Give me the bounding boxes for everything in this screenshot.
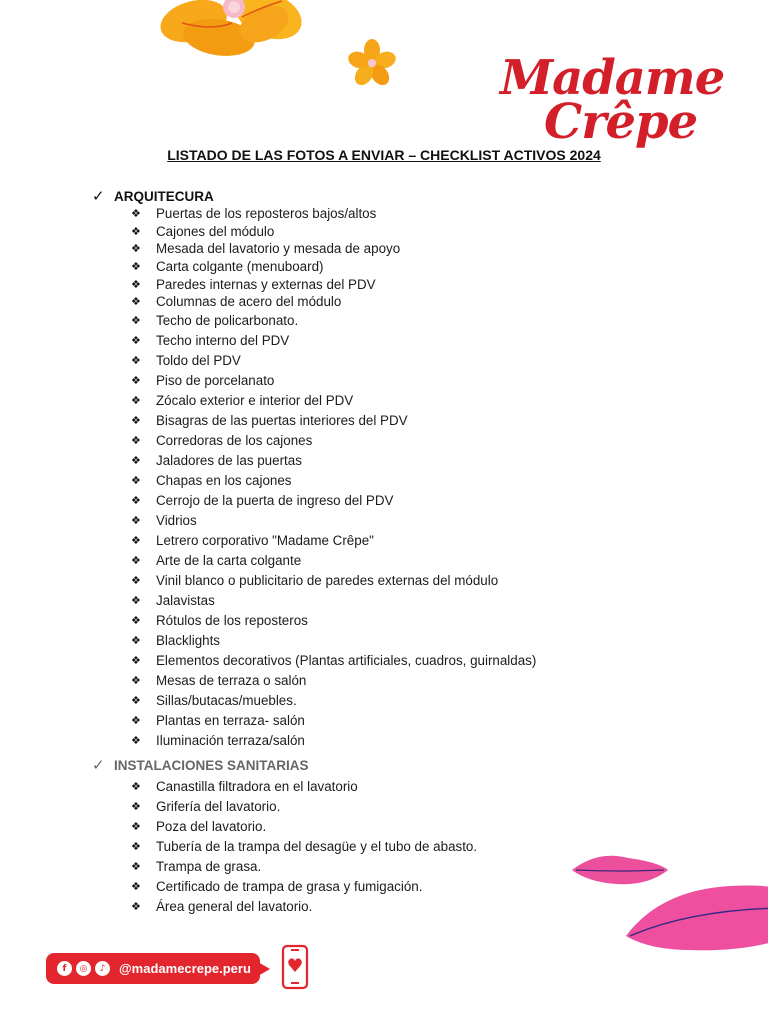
list-item bbox=[131, 776, 477, 796]
diamond-bullet-icon: ❖ bbox=[131, 475, 141, 488]
diamond-bullet-icon: ❖ bbox=[131, 860, 141, 873]
document-title: LISTADO DE LAS FOTOS A ENVIAR – CHECKLIST ACTIVOS 2024 bbox=[167, 147, 601, 163]
diamond-bullet-icon: ❖ bbox=[131, 395, 141, 408]
diamond-bullet-icon: ❖ bbox=[131, 515, 141, 528]
diamond-bullet-icon: ❖ bbox=[131, 800, 141, 813]
list-item bbox=[131, 391, 536, 411]
list-item bbox=[131, 351, 536, 371]
list-item-text: Columnas de acero del módulo bbox=[156, 294, 342, 310]
diamond-bullet-icon: ❖ bbox=[131, 375, 141, 388]
list-item-text: Zócalo exterior e interior del PDV bbox=[156, 393, 354, 409]
list-item-text: Corredoras de los cajones bbox=[156, 433, 313, 449]
logo-text-crepe: Crêpe bbox=[544, 94, 698, 150]
list-item bbox=[131, 651, 536, 671]
list-item-text: Techo de policarbonato. bbox=[156, 313, 299, 329]
list-item-text: Toldo del PDV bbox=[156, 353, 241, 369]
list-item-text: Blacklights bbox=[156, 633, 221, 649]
list-item bbox=[131, 205, 536, 223]
list-item bbox=[131, 371, 536, 391]
list-item bbox=[131, 816, 477, 836]
list-item-text: Arte de la carta colgante bbox=[156, 553, 302, 569]
list-item bbox=[131, 240, 536, 258]
section-title: INSTALACIONES SANITARIAS bbox=[114, 757, 309, 773]
list-item bbox=[131, 471, 536, 491]
diamond-bullet-icon: ❖ bbox=[131, 840, 141, 853]
list-item-text: Plantas en terraza- salón bbox=[156, 713, 305, 729]
diamond-bullet-icon: ❖ bbox=[131, 208, 141, 221]
diamond-bullet-icon: ❖ bbox=[131, 535, 141, 548]
instalaciones-sanitarias-list bbox=[131, 776, 477, 916]
list-item bbox=[131, 591, 536, 611]
list-item-text: Letrero corporativo "Madame Crêpe" bbox=[156, 533, 374, 549]
diamond-bullet-icon: ❖ bbox=[131, 243, 141, 256]
list-item bbox=[131, 451, 536, 471]
diamond-bullet-icon: ❖ bbox=[131, 335, 141, 348]
list-item bbox=[131, 836, 477, 856]
arquitectura-list bbox=[131, 205, 536, 751]
facebook-icon[interactable]: f bbox=[57, 961, 72, 976]
list-item-text: Grifería del lavatorio. bbox=[156, 798, 281, 814]
social-handle[interactable]: @madamecrepe.peru bbox=[119, 961, 251, 976]
list-item-text: Poza del lavatorio. bbox=[156, 818, 267, 834]
diamond-bullet-icon: ❖ bbox=[131, 780, 141, 793]
diamond-bullet-icon: ❖ bbox=[131, 555, 141, 568]
list-item bbox=[131, 311, 536, 331]
small-orange-flower-decoration bbox=[345, 38, 400, 88]
diamond-bullet-icon: ❖ bbox=[131, 715, 141, 728]
list-item bbox=[131, 691, 536, 711]
diamond-bullet-icon: ❖ bbox=[131, 635, 141, 648]
instagram-icon[interactable]: ◎ bbox=[76, 961, 91, 976]
list-item-text: Puertas de los reposteros bajos/altos bbox=[156, 206, 377, 222]
section-title: ARQUITECURA bbox=[114, 188, 214, 204]
diamond-bullet-icon: ❖ bbox=[131, 495, 141, 508]
list-item bbox=[131, 856, 477, 876]
section-heading-arquitectura bbox=[92, 186, 214, 206]
list-item-text: Jalavistas bbox=[156, 593, 215, 609]
list-item bbox=[131, 331, 536, 351]
list-item bbox=[131, 631, 536, 651]
list-item-text: Chapas en los cajones bbox=[156, 473, 292, 489]
social-media-bar[interactable] bbox=[46, 953, 260, 984]
diamond-bullet-icon: ❖ bbox=[131, 675, 141, 688]
list-item bbox=[131, 411, 536, 431]
diamond-bullet-icon: ❖ bbox=[131, 575, 141, 588]
brand-logo bbox=[492, 48, 725, 158]
list-item bbox=[131, 671, 536, 691]
list-item bbox=[131, 531, 536, 551]
list-item bbox=[131, 223, 536, 241]
list-item-text: Trampa de grasa. bbox=[156, 858, 262, 874]
list-item-text: Cajones del módulo bbox=[156, 223, 275, 239]
list-item-text: Elementos decorativos (Plantas artificiales, cuadros, guirnaldas) bbox=[156, 653, 537, 669]
diamond-bullet-icon: ❖ bbox=[131, 655, 141, 668]
diamond-bullet-icon: ❖ bbox=[131, 735, 141, 748]
list-item bbox=[131, 431, 536, 451]
diamond-bullet-icon: ❖ bbox=[131, 595, 141, 608]
list-item-text: Bisagras de las puertas interiores del PDV bbox=[156, 413, 408, 429]
diamond-bullet-icon: ❖ bbox=[131, 435, 141, 448]
list-item-text: Iluminación terraza/salón bbox=[156, 733, 305, 749]
list-item-text: Paredes internas y externas del PDV bbox=[156, 276, 376, 292]
diamond-bullet-icon: ❖ bbox=[131, 355, 141, 368]
list-item bbox=[131, 511, 536, 531]
diamond-bullet-icon: ❖ bbox=[131, 880, 141, 893]
list-item-text: Techo interno del PDV bbox=[156, 333, 290, 349]
list-item-text: Vinil blanco o publicitario de paredes externas del módulo bbox=[156, 573, 499, 589]
list-item bbox=[131, 258, 536, 276]
diamond-bullet-icon: ❖ bbox=[131, 278, 141, 291]
list-item bbox=[131, 491, 536, 511]
diamond-bullet-icon: ❖ bbox=[131, 415, 141, 428]
diamond-bullet-icon: ❖ bbox=[131, 315, 141, 328]
checkmark-icon: ✓ bbox=[92, 757, 105, 774]
list-item-text: Jaladores de las puertas bbox=[156, 453, 302, 469]
list-item-text: Carta colgante (menuboard) bbox=[156, 259, 324, 275]
list-item bbox=[131, 571, 536, 591]
list-item-text: Rótulos de los reposteros bbox=[156, 613, 308, 629]
list-item-text: Certificado de trampa de grasa y fumigación. bbox=[156, 878, 423, 894]
list-item-text: Canastilla filtradora en el lavatorio bbox=[156, 778, 358, 794]
list-item-text: Piso de porcelanato bbox=[156, 373, 275, 389]
list-item bbox=[131, 611, 536, 631]
tiktok-icon[interactable]: ♪ bbox=[95, 961, 110, 976]
list-item-text: Tubería de la trampa del desagüe y el tubo de abasto. bbox=[156, 838, 478, 854]
diamond-bullet-icon: ❖ bbox=[131, 900, 141, 913]
checkmark-icon: ✓ bbox=[92, 188, 105, 205]
diamond-bullet-icon: ❖ bbox=[131, 615, 141, 628]
section-heading-instalaciones-sanitarias bbox=[92, 755, 309, 775]
list-item bbox=[131, 896, 477, 916]
diamond-bullet-icon: ❖ bbox=[131, 455, 141, 468]
list-item bbox=[131, 796, 477, 816]
list-item-text: Mesas de terraza o salón bbox=[156, 673, 307, 689]
list-item-text: Cerrojo de la puerta de ingreso del PDV bbox=[156, 493, 394, 509]
diamond-bullet-icon: ❖ bbox=[131, 695, 141, 708]
list-item-text: Mesada del lavatorio y mesada de apoyo bbox=[156, 241, 401, 257]
list-item bbox=[131, 275, 536, 293]
list-item-text: Vidrios bbox=[156, 513, 197, 529]
diamond-bullet-icon: ❖ bbox=[131, 225, 141, 238]
diamond-bullet-icon: ❖ bbox=[131, 820, 141, 833]
list-item bbox=[131, 731, 536, 751]
orange-flower-decoration bbox=[150, 0, 310, 75]
diamond-bullet-icon: ❖ bbox=[131, 296, 141, 309]
list-item bbox=[131, 711, 536, 731]
diamond-bullet-icon: ❖ bbox=[131, 261, 141, 274]
list-item bbox=[131, 293, 536, 311]
pink-petal-decoration-large bbox=[620, 880, 768, 960]
list-item-text: Sillas/butacas/muebles. bbox=[156, 693, 297, 709]
list-item bbox=[131, 876, 477, 896]
logo-text-madame: Madame bbox=[500, 50, 725, 106]
list-item-text: Área general del lavatorio. bbox=[156, 898, 313, 914]
list-item bbox=[131, 551, 536, 571]
phone-heart-icon bbox=[281, 944, 309, 990]
